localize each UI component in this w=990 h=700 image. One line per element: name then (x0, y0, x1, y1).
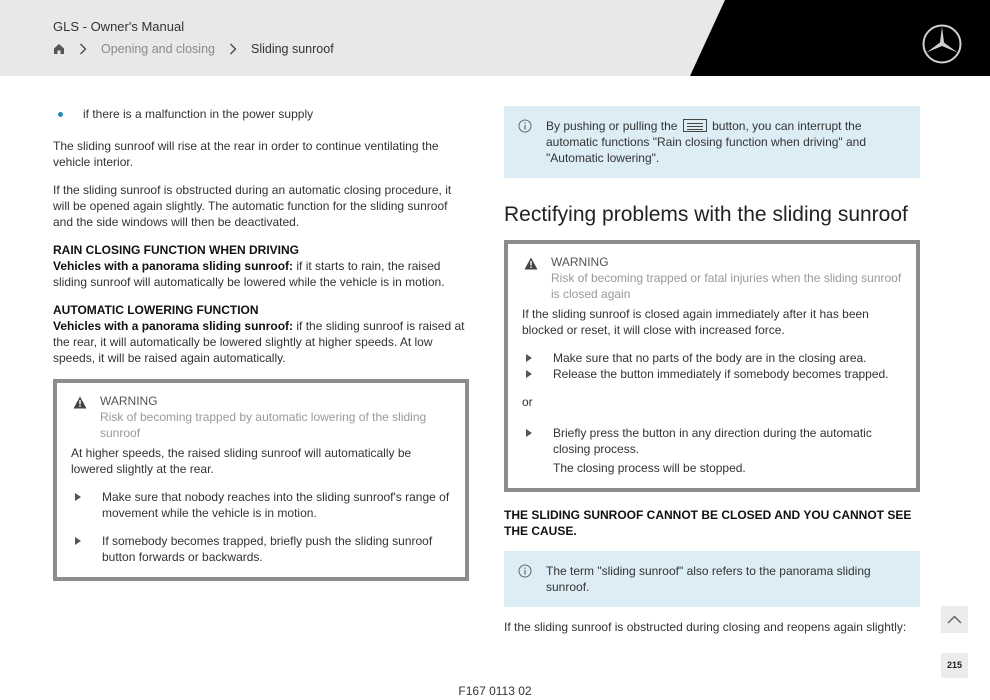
manual-title: GLS - Owner's Manual (53, 19, 185, 34)
chevron-right-icon (229, 43, 237, 55)
warning-body: If the sliding sunroof is closed again immediately after it has been blocked or reset, it will close with increased force. (522, 307, 869, 337)
warning-title: WARNING (100, 394, 158, 408)
sunroof-button-icon (683, 119, 707, 132)
home-icon[interactable] (53, 43, 65, 55)
list-item: Make sure that nobody reaches into the sliding sunroof's range of movement while the vehicle is in motion. (71, 489, 451, 521)
scroll-to-top-button[interactable] (941, 606, 968, 633)
info-icon (518, 119, 532, 133)
section-title: Rectifying problems with the sliding sunroof (504, 203, 908, 226)
heading-cannot-close: THE SLIDING SUNROOF CANNOT BE CLOSED AND YOU CANNOT SEE THE CAUSE. (504, 508, 912, 538)
paragraph-rise-rear: The sliding sunroof will rise at the rear in order to continue ventilating the vehicle interior. (53, 139, 439, 169)
heading-automatic-lowering: AUTOMATIC LOWERING FUNCTION (53, 303, 259, 317)
paragraph-rain-closing: Vehicles with a panorama sliding sunroof: if it starts to rain, the raised sliding sunroof will automatically be lowered while the vehicle is in motion. (53, 259, 445, 289)
arrow-right-icon (75, 493, 81, 501)
page-number: 215 (941, 653, 968, 678)
info-text-term: The term "sliding sunroof" also refers to the panorama sliding sunroof. (546, 564, 871, 594)
paragraph-final: If the sliding sunroof is obstructed during closing and reopens again slightly: (504, 620, 907, 634)
arrow-right-icon (526, 429, 532, 437)
paragraph-automatic-lowering: Vehicles with a panorama sliding sunroof: if the sliding sunroof is raised at the rear, it will automatically be lowered slightly at higher speeds. At low speeds, it will be raised again automatically. (53, 319, 465, 365)
breadcrumb (53, 42, 334, 56)
arrow-right-icon (75, 537, 81, 545)
list-item: Release the button immediately if somebody becomes trapped. (522, 366, 902, 382)
info-text-interrupt: By pushing or pulling the button, you can interrupt the automatic functions "Rain closing function when driving" and "Automatic lowering". (546, 119, 867, 165)
list-item: Briefly press the button in any direction during the automatic closing process. (522, 425, 902, 457)
list-item: Make sure that no parts of the body are in the closing area. (522, 350, 902, 366)
chevron-right-icon (79, 43, 87, 55)
info-box-term (504, 551, 920, 607)
mercedes-star-logo[interactable] (921, 23, 963, 65)
info-icon (518, 564, 532, 578)
warning-header (71, 393, 451, 441)
bullet-dot-icon (58, 112, 63, 117)
warning-triangle-icon (524, 257, 538, 270)
figure-code: F167 0113 02 (458, 684, 532, 698)
chevron-up-icon (941, 606, 968, 633)
warning-subtitle: Risk of becoming trapped by automatic lowering of the sliding sunroof (100, 410, 427, 440)
heading-rain-closing: RAIN CLOSING FUNCTION WHEN DRIVING (53, 243, 299, 257)
info-box-interrupt (504, 106, 920, 178)
left-column (53, 106, 469, 581)
warning-triangle-icon (73, 396, 87, 409)
breadcrumb-sliding-sunroof: Sliding sunroof (250, 42, 334, 56)
right-column (504, 106, 920, 635)
breadcrumb-opening-and-closing[interactable]: Opening and closing (101, 42, 215, 56)
warning-box-automatic-lowering (53, 379, 469, 581)
warning-box-trapped (504, 240, 920, 492)
or-text: or (522, 395, 533, 409)
arrow-right-icon (526, 354, 532, 362)
warning-title: WARNING (551, 255, 609, 269)
list-item: if there is a malfunction in the power supply (53, 106, 469, 122)
result-text: The closing process will be stopped. (553, 461, 746, 475)
paragraph-obstructed: If the sliding sunroof is obstructed during an automatic closing procedure, it will be opened again slightly. The automatic function for the sliding sunroof and the side windows will then be deactivated. (53, 183, 452, 229)
list-item: If somebody becomes trapped, briefly push the sliding sunroof button forwards or backwards. (71, 533, 451, 565)
warning-subtitle: Risk of becoming trapped or fatal injuries when the sliding sunroof is closed again (551, 271, 902, 301)
warning-body: At higher speeds, the raised sliding sunroof will automatically be lowered slightly at the rear. (71, 446, 412, 476)
arrow-right-icon (526, 370, 532, 378)
warning-header (522, 254, 902, 302)
